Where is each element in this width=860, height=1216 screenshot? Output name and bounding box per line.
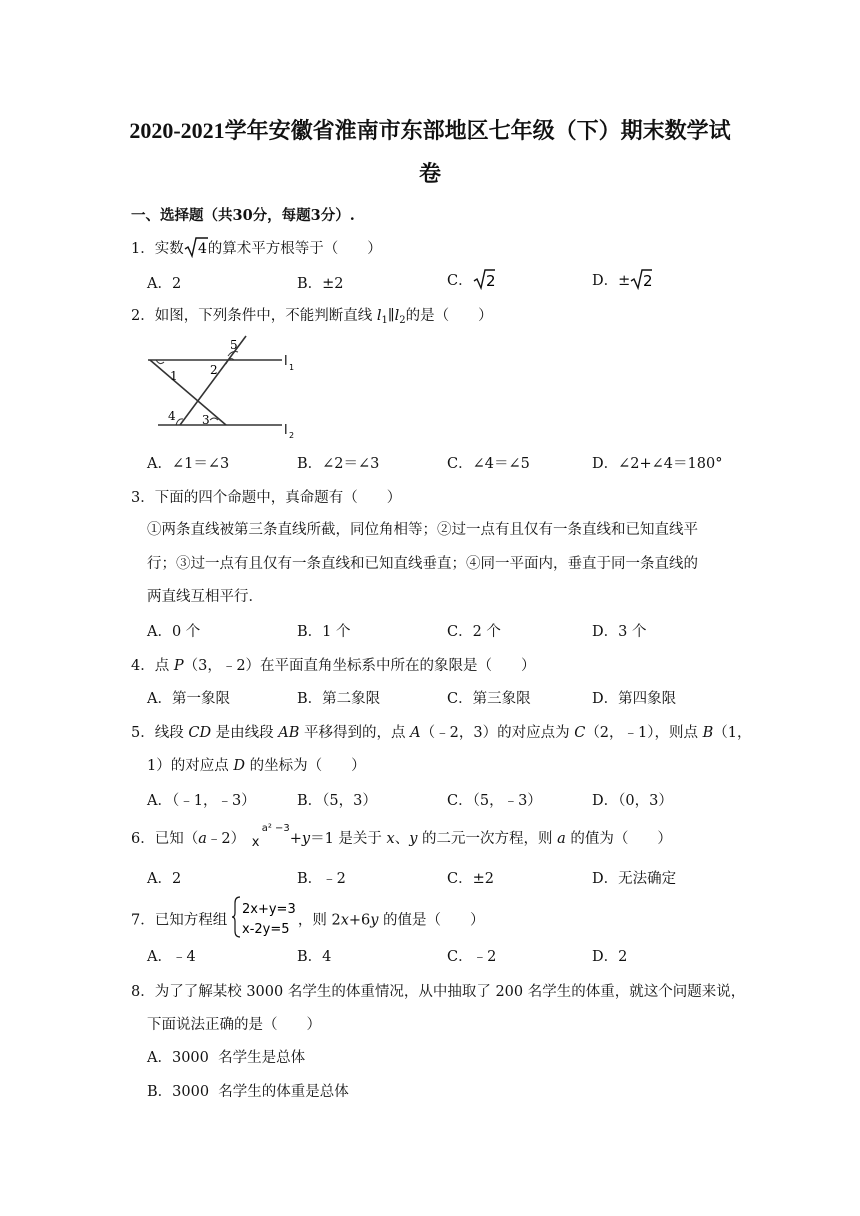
svg-text:x-2y=5: x-2y=5	[241, 922, 290, 937]
question-6: 6．已知（a﹣2） x a² −3 +y＝1 是关于 x、y 的二元一次方程，则 a 的值为（ ）	[131, 823, 672, 850]
question-5: 5．线段 CD 是由线段 AB 平移得到的，点 A（﹣2，3）的对应点为 C（2，﹣1），则点 B（1，	[131, 725, 752, 741]
question-3: 3．下面的四个命题中，真命题有（ ）	[131, 490, 402, 506]
section-heading: 一、选择题（共30分，每题3分）.	[131, 207, 355, 224]
q3-option-c[interactable]: C．2 个	[447, 624, 501, 640]
q7-option-b[interactable]: B．4	[297, 949, 332, 965]
power-expression: x a² −3	[251, 823, 290, 850]
title-line-2: 卷	[418, 161, 441, 186]
q5-option-d[interactable]: D．（0，3）	[592, 793, 673, 809]
line-label-l1-sub: 1	[289, 363, 295, 372]
line-label-l2-sub: 2	[289, 431, 295, 440]
q4-option-d[interactable]: D．第四象限	[592, 691, 677, 707]
sqrt-symbol	[473, 268, 495, 294]
svg-text:2: 2	[485, 272, 495, 290]
q6-option-d[interactable]: D．无法确定	[592, 871, 677, 887]
question-8-continued: 下面说法正确的是（ ）	[147, 1017, 321, 1033]
equation-system	[232, 895, 298, 943]
angle-label-4: 4	[168, 409, 176, 423]
q7-option-a[interactable]: A．﹣4	[147, 949, 196, 965]
q6-option-b[interactable]: B．﹣2	[297, 871, 346, 887]
q1-option-c[interactable]: C． 2	[447, 268, 495, 294]
svg-text:2: 2	[643, 272, 653, 290]
q1-option-a[interactable]: A．2	[147, 276, 182, 292]
parallel-lines-figure	[144, 334, 304, 444]
line-label-l2: l	[284, 423, 288, 438]
q2-option-a[interactable]: A．∠1＝∠3	[147, 456, 230, 472]
q8-option-b[interactable]: B．3000 名学生的体重是总体	[147, 1084, 349, 1100]
q5-option-c[interactable]: C．（5，﹣3）	[447, 793, 542, 809]
svg-text:4: 4	[197, 241, 207, 257]
q6-option-c[interactable]: C．±2	[447, 871, 494, 887]
question-8: 8．为了了解某校 3000 名学生的体重情况，从中抽取了 200 名学生的体重，就这个问题来说，	[131, 984, 746, 1000]
title-line-1: 2020-2021学年安徽省淮南市东部地区七年级（下）期末数学试	[129, 118, 731, 143]
question-5-continued: 1）的对应点 D 的坐标为（ ）	[147, 758, 366, 774]
q3-statement-line-3: 两直线互相平行．	[147, 589, 263, 605]
angle-label-1: 1	[170, 369, 178, 383]
q7-option-c[interactable]: C．﹣2	[447, 949, 497, 965]
q3-option-b[interactable]: B．1 个	[297, 624, 351, 640]
q3-statement-line-2: 行；③过一点有且仅有一条直线和已知直线垂直；④同一平面内，垂直于同一条直线的	[147, 556, 698, 572]
question-2: 2．如图，下列条件中，不能判断直线 $l_1\parallel l_2$的是（ ）	[131, 308, 493, 326]
q1-option-d[interactable]: D．± 2	[592, 268, 652, 294]
angle-label-2: 2	[210, 363, 218, 377]
angle-label-5: 5	[230, 338, 238, 352]
q2-option-b[interactable]: B．∠2＝∠3	[297, 456, 380, 472]
q5-option-b[interactable]: B．（5，3）	[297, 793, 377, 809]
q4-option-b[interactable]: B．第二象限	[297, 691, 381, 707]
q3-option-d[interactable]: D．3 个	[592, 624, 647, 640]
question-7: 7．已知方程组 2x+y=3 x-2y=5 ，则 2x+6y 的值是（ ）	[131, 895, 485, 943]
q3-statement-line-1: ①两条直线被第三条直线所截，同位角相等；②过一点有且仅有一条直线和已知直线平	[147, 522, 698, 538]
q4-option-c[interactable]: C．第三象限	[447, 691, 531, 707]
line-label-l1: l	[284, 354, 288, 369]
q7-option-d[interactable]: D．2	[592, 949, 628, 965]
question-1: 1．实数 4 的算术平方根等于（ ）	[131, 236, 382, 262]
sqrt-symbol	[184, 236, 208, 262]
angle-label-3: 3	[202, 413, 210, 427]
page-title-continued	[40, 153, 820, 195]
q6-option-a[interactable]: A．2	[147, 871, 182, 887]
page-title	[40, 110, 820, 152]
svg-text:2x+y=3: 2x+y=3	[241, 902, 296, 917]
q2-option-d[interactable]: D．∠2+∠4＝180°	[592, 456, 723, 472]
sqrt-symbol	[630, 268, 652, 294]
q4-option-a[interactable]: A．第一象限	[147, 691, 230, 707]
q2-option-c[interactable]: C．∠4＝∠5	[447, 456, 530, 472]
q3-option-a[interactable]: A．0 个	[147, 624, 201, 640]
question-4: 4．点 P（3，﹣2）在平面直角坐标系中所在的象限是（ ）	[131, 658, 536, 674]
q8-option-a[interactable]: A．3000 名学生是总体	[147, 1050, 306, 1066]
q5-option-a[interactable]: A．（﹣1，﹣3）	[147, 793, 256, 809]
q1-option-b[interactable]: B．±2	[297, 276, 344, 292]
